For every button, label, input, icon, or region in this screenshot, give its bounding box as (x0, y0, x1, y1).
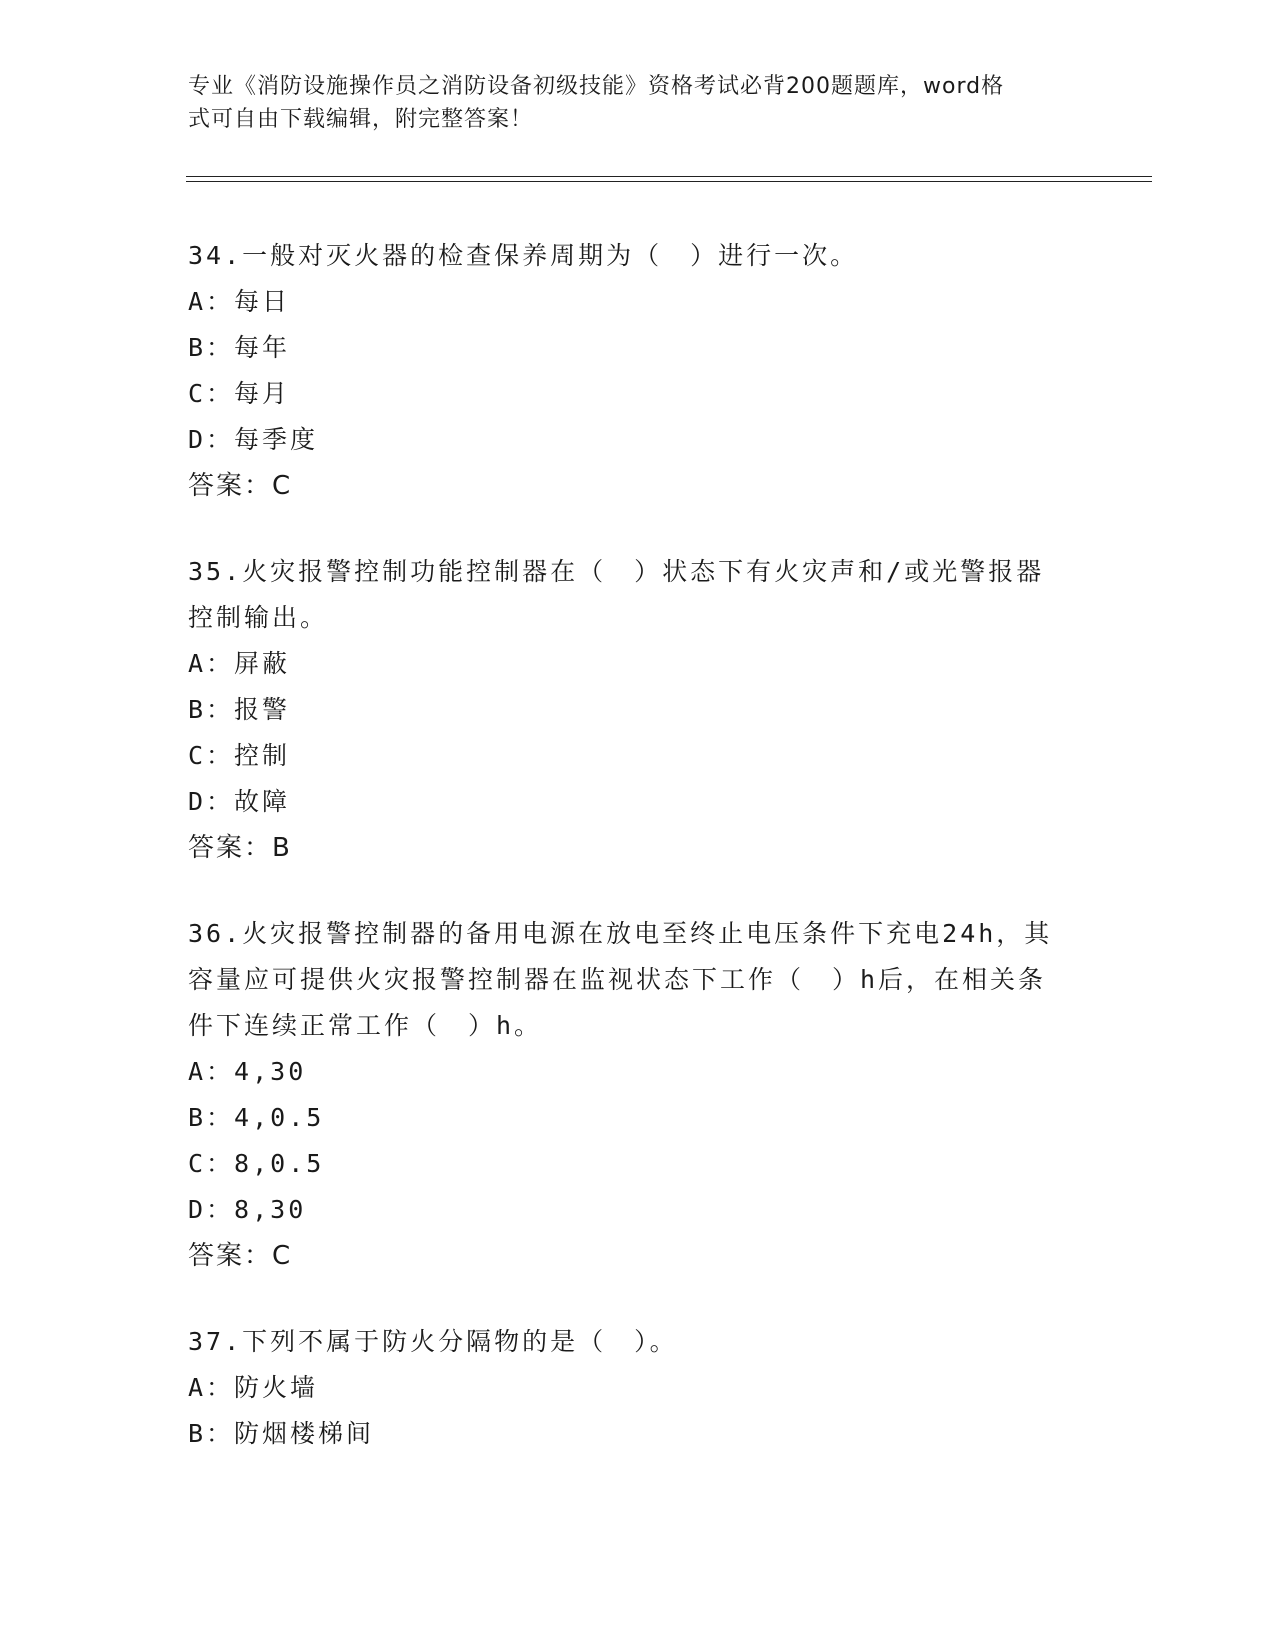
question-text: 36.火灾报警控制器的备用电源在放电至终止电压条件下充电24h，其 (188, 919, 1053, 948)
header-line-2: 式可自由下载编辑，附完整答案！ (188, 107, 534, 132)
option-c: C：每月 (188, 379, 291, 408)
header-line-1: 专业《消防设施操作员之消防设备初级技能》资格考试必背200题题库，word格 (188, 74, 1005, 99)
question-text: 容量应可提供火灾报警控制器在监视状态下工作（ ）h后，在相关条 (188, 965, 1047, 994)
question-35 (188, 549, 1088, 871)
question-36 (188, 911, 1088, 1279)
header-rule-top (186, 176, 1152, 177)
question-34 (188, 233, 1088, 509)
answer: 答案：C (188, 471, 293, 501)
answer: 答案：C (188, 1241, 293, 1271)
option-a: A：每日 (188, 287, 291, 316)
question-text: 控制输出。 (188, 603, 329, 632)
option-a: A：4,30 (188, 1057, 307, 1086)
option-b: B：每年 (188, 333, 291, 362)
document-header (188, 70, 1068, 136)
question-text: 34.一般对灭火器的检查保养周期为（ ）进行一次。 (188, 241, 859, 270)
question-text: 件下连续正常工作（ ）h。 (188, 1011, 543, 1040)
question-text: 37.下列不属于防火分隔物的是（ ）。 (188, 1327, 678, 1356)
option-d: D：故障 (188, 787, 291, 816)
option-a: A：屏蔽 (188, 649, 291, 678)
question-text: 35.火灾报警控制功能控制器在（ ）状态下有火灾声和/或光警报器 (188, 557, 1045, 586)
question-list (188, 233, 1088, 1497)
option-d: D：8,30 (188, 1195, 307, 1224)
option-b: B：4,0.5 (188, 1103, 325, 1132)
option-d: D：每季度 (188, 425, 319, 454)
option-b: B：报警 (188, 695, 291, 724)
header-rule-bottom (186, 181, 1152, 182)
option-c: C：8,0.5 (188, 1149, 325, 1178)
question-37 (188, 1319, 1088, 1457)
option-a: A：防火墙 (188, 1373, 319, 1402)
option-b: B：防烟楼梯间 (188, 1419, 375, 1448)
answer: 答案：B (188, 833, 292, 863)
option-c: C：控制 (188, 741, 291, 770)
